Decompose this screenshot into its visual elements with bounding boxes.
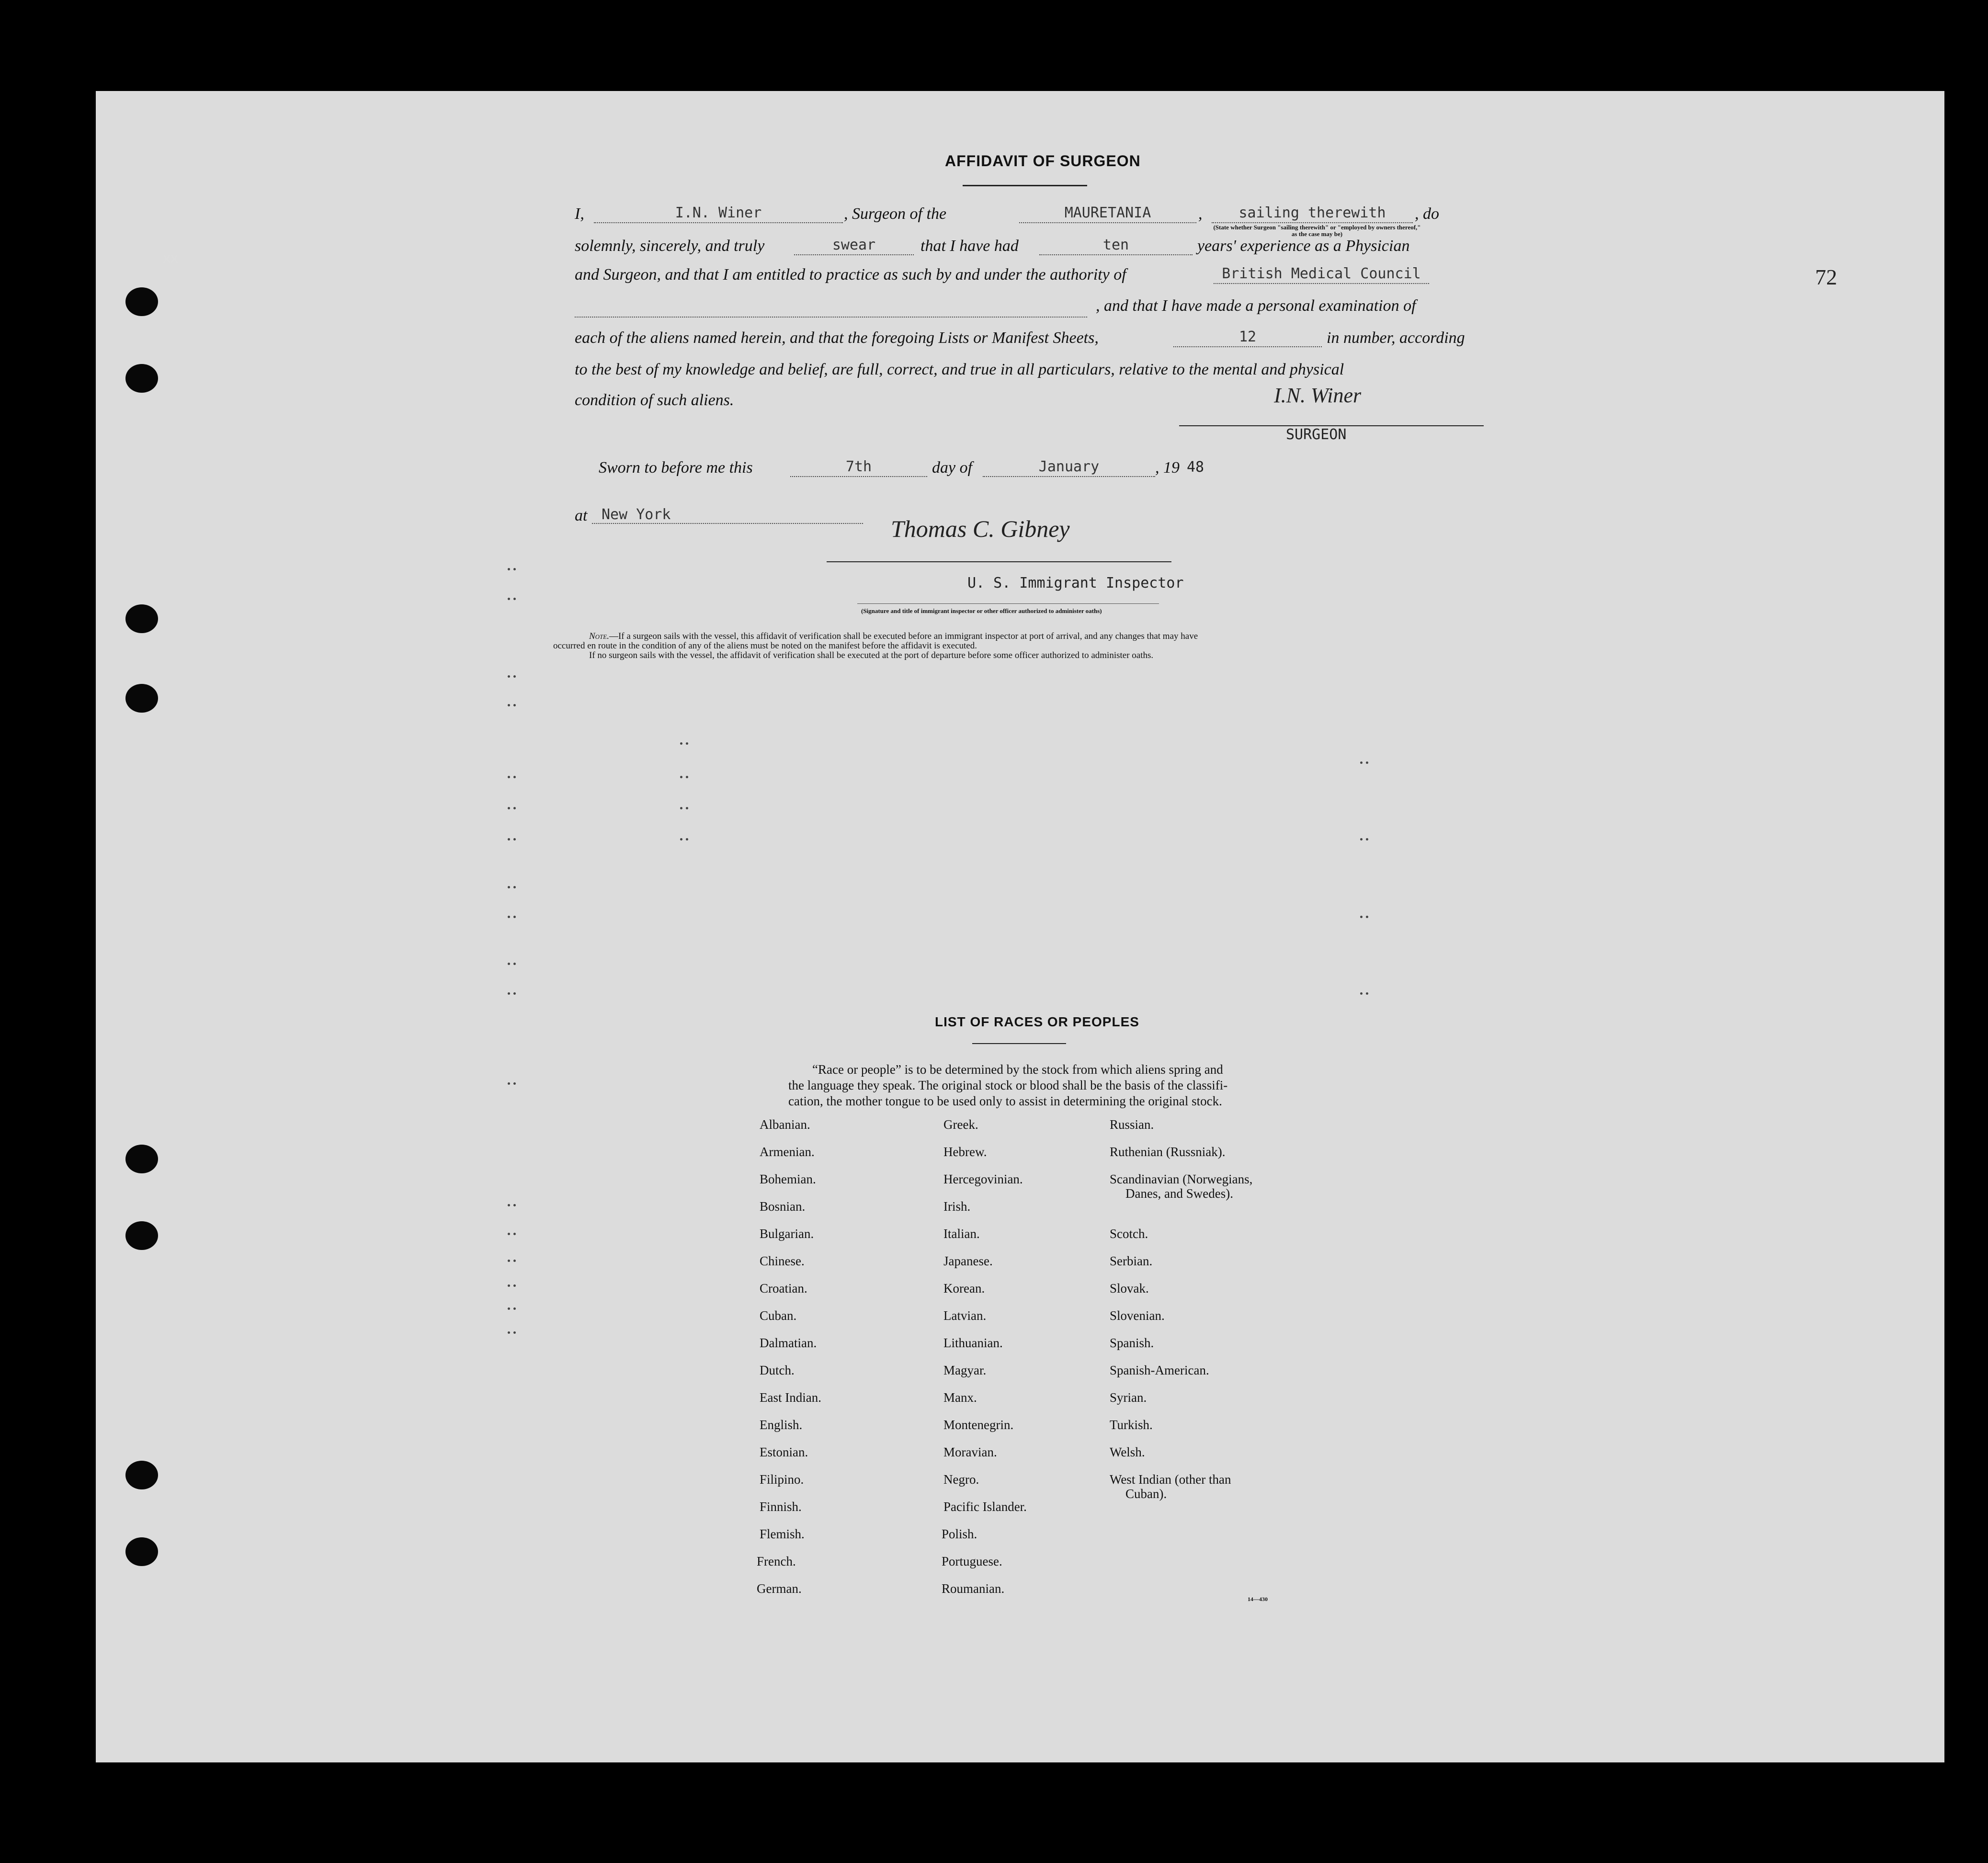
dot [1366, 992, 1368, 995]
sailing-status-note: (State whether Surgeon "sailing therewith" or "employed by owners thereof," as the case may be) [1213, 224, 1421, 238]
dot [513, 1260, 516, 1262]
dot [1360, 761, 1363, 764]
dot [508, 916, 510, 918]
race-item: Irish. [943, 1199, 971, 1214]
race-item: Filipino. [760, 1472, 804, 1487]
dot [513, 675, 516, 678]
race-item: Chinese. [760, 1254, 805, 1268]
races-intro-line-3: cation, the mother tongue to be used only to assist in determining the original stock. [788, 1094, 1222, 1108]
race-item: Hercegovinian. [943, 1172, 1023, 1186]
race-item: Bulgarian. [760, 1227, 814, 1241]
race-item: Armenian. [760, 1145, 815, 1159]
dot [508, 1260, 510, 1262]
race-item: Estonian. [760, 1445, 808, 1459]
dot [513, 704, 516, 706]
dot [508, 598, 510, 600]
dot [508, 704, 510, 706]
page-number: 72 [1815, 265, 1837, 289]
dot [508, 568, 510, 570]
dot [508, 1331, 510, 1334]
sworn-label: Sworn to before me this [599, 459, 753, 477]
oath-line-start: solemnly, sincerely, and truly [575, 237, 765, 255]
race-item: Cuban). [1125, 1487, 1167, 1501]
race-item: Danes, and Swedes). [1125, 1186, 1233, 1201]
race-item: Manx. [943, 1390, 977, 1405]
races-intro-line-1: “Race or people” is to be determined by the stock from which aliens spring and [812, 1062, 1223, 1077]
race-item: Russian. [1110, 1117, 1154, 1132]
place-field: New York [592, 506, 863, 524]
day-of-label: day of [932, 459, 973, 477]
dot [513, 963, 516, 965]
inspector-signature-line [827, 561, 1171, 562]
race-item: Latvian. [943, 1308, 987, 1323]
race-item: Croatian. [760, 1281, 807, 1295]
dot [508, 1204, 510, 1206]
race-item: Ruthenian (Russniak). [1110, 1145, 1226, 1159]
note-text-1: —If a surgeon sails with the vessel, this affidavit of verification shall be executed before an immigrant inspector at port of arrival, and any changes that may have [609, 631, 1198, 641]
race-item: East Indian. [760, 1390, 821, 1405]
dot [513, 568, 516, 570]
race-item: Spanish-American. [1110, 1363, 1209, 1377]
sworn-day-field: 7th [790, 458, 927, 477]
dot [508, 1284, 510, 1287]
dot [513, 838, 516, 841]
dot [513, 1233, 516, 1235]
affidavit-line-7: condition of such aliens. [575, 391, 734, 409]
note-line-1 [589, 631, 1198, 642]
note-lead: Note. [589, 631, 609, 641]
in-number-label: in number, according [1327, 329, 1465, 347]
race-item: Turkish. [1110, 1418, 1153, 1432]
race-item: Finnish. [760, 1499, 802, 1514]
authority-line-start: and Surgeon, and that I am entitled to practice as such by and under the authority of [575, 266, 1126, 284]
dot [513, 1082, 516, 1085]
dot [680, 776, 682, 778]
inspector-signature: Thomas C. Gibney [891, 515, 1070, 542]
dot [680, 742, 682, 745]
dot [1360, 992, 1363, 995]
race-item: German. [757, 1581, 802, 1596]
race-item: Scandinavian (Norwegians, [1110, 1172, 1253, 1186]
dot [1360, 838, 1363, 841]
race-item: Flemish. [760, 1527, 805, 1541]
race-item: Roumanian. [942, 1581, 1005, 1596]
race-item: Lithuanian. [943, 1336, 1003, 1350]
dot [508, 1082, 510, 1085]
dot [508, 886, 510, 888]
dot [513, 886, 516, 888]
do-label: , do [1415, 205, 1439, 223]
authority-continuation-field [575, 298, 1087, 318]
affidavit-line-6: to the best of my knowledge and belief, are full, correct, and true in all particulars, relative to the mental and physical [575, 361, 1344, 378]
race-item: Slovenian. [1110, 1308, 1165, 1323]
races-intro-line-2: the language they speak. The original stock or blood shall be the basis of the classifi- [788, 1078, 1228, 1092]
dot [508, 1307, 510, 1310]
surgeon-label: SURGEON [1286, 426, 1347, 443]
dot [1360, 916, 1363, 918]
dot [513, 916, 516, 918]
authority-field: British Medical Council [1214, 265, 1429, 284]
dot [1366, 761, 1368, 764]
dot [508, 807, 510, 809]
vessel-name-field: MAURETANIA [1019, 204, 1196, 223]
note-line-2: occurred en route in the condition of any of the aliens must be noted on the manifest before the affidavit is executed. [553, 641, 977, 651]
title-underline [963, 185, 1087, 186]
dot [686, 776, 688, 778]
race-item: Greek. [943, 1117, 978, 1132]
race-item: Cuban. [760, 1308, 797, 1323]
examination-label: , and that I have made a personal examination of [1096, 297, 1416, 315]
surgeon-of-label: , Surgeon of the [844, 205, 947, 223]
punch-hole [125, 1145, 158, 1173]
race-item: French. [757, 1554, 796, 1568]
dot [680, 807, 682, 809]
dot [508, 675, 510, 678]
race-item: Scotch. [1110, 1227, 1148, 1241]
races-title: LIST OF RACES OR PEOPLES [935, 1014, 1139, 1029]
punch-hole [125, 604, 158, 633]
race-item: Serbian. [1110, 1254, 1153, 1268]
dot [508, 776, 510, 778]
race-item: English. [760, 1418, 803, 1432]
race-item: Albanian. [760, 1117, 810, 1132]
races-title-underline [972, 1043, 1066, 1044]
punch-hole [125, 1221, 158, 1250]
race-item: Dutch. [760, 1363, 795, 1377]
race-item: Dalmatian. [760, 1336, 817, 1350]
oath-type-field: swear [794, 236, 914, 255]
dot [513, 776, 516, 778]
dot [686, 742, 688, 745]
at-label: at [575, 507, 588, 524]
dot [513, 1331, 516, 1334]
race-item: Pacific Islander. [943, 1499, 1027, 1514]
race-item: Hebrew. [943, 1145, 987, 1159]
race-item: Magyar. [943, 1363, 987, 1377]
race-item: Italian. [943, 1227, 980, 1241]
dot [1366, 916, 1368, 918]
punch-hole [125, 287, 158, 316]
dot [508, 992, 510, 995]
race-item: West Indian (other than [1110, 1472, 1231, 1487]
sworn-year-field: 48 [1187, 459, 1204, 476]
affidavit-title: AFFIDAVIT OF SURGEON [945, 152, 1141, 170]
punch-hole [125, 1537, 158, 1566]
dot [686, 807, 688, 809]
race-item: Syrian. [1110, 1390, 1147, 1405]
dot [513, 598, 516, 600]
years-field: ten [1039, 236, 1193, 255]
dot [508, 838, 510, 841]
sworn-month-field: January [983, 458, 1155, 477]
punch-hole [125, 1461, 158, 1489]
note-line-3: If no surgeon sails with the vessel, the affidavit of verification shall be executed at the port of departure before some officer authorized to administer oaths. [589, 650, 1154, 660]
dot [513, 992, 516, 995]
document-page [96, 91, 1944, 1762]
race-item: Japanese. [943, 1254, 993, 1268]
race-item: Korean. [943, 1281, 985, 1295]
margin-xx-mark: XX [163, 253, 179, 266]
punch-hole [125, 684, 158, 713]
form-number: 14—430 [1248, 1596, 1268, 1602]
race-item: Welsh. [1110, 1445, 1145, 1459]
dot [680, 838, 682, 841]
race-item: Montenegrin. [943, 1418, 1014, 1432]
race-item: Negro. [943, 1472, 979, 1487]
race-item: Bohemian. [760, 1172, 816, 1186]
race-item: Spanish. [1110, 1336, 1154, 1350]
comma: , [1198, 205, 1203, 223]
experience-label: that I have had [920, 237, 1019, 255]
sailing-status-field: sailing therewith [1212, 204, 1413, 223]
dot [513, 1204, 516, 1206]
inspector-title: U. S. Immigrant Inspector [967, 575, 1184, 591]
inspector-caption: (Signature and title of immigrant inspector or other officer authorized to administer oaths) [861, 607, 1102, 614]
dot [508, 1233, 510, 1235]
surgeon-name-field: I.N. Winer [594, 204, 843, 223]
race-item: Portuguese. [942, 1554, 1002, 1568]
race-item: Bosnian. [760, 1199, 806, 1214]
years-experience-label: years' experience as a Physician [1197, 237, 1410, 255]
race-item: Moravian. [943, 1445, 997, 1459]
inspector-title-line [857, 603, 1159, 604]
affiant-intro: I, [575, 205, 584, 223]
races-intro [788, 1062, 1227, 1109]
manifest-line-start: each of the aliens named herein, and that the foregoing Lists or Manifest Sheets, [575, 329, 1099, 347]
dot [513, 1307, 516, 1310]
dot [508, 963, 510, 965]
dot [513, 1284, 516, 1287]
race-item: Slovak. [1110, 1281, 1149, 1295]
year-prefix-label: , 19 [1155, 459, 1180, 477]
manifest-sheets-field: 12 [1173, 328, 1322, 347]
race-item: Polish. [942, 1527, 977, 1541]
punch-hole [125, 364, 158, 393]
dot [1366, 838, 1368, 841]
surgeon-signature: I.N. Winer [1274, 384, 1362, 407]
dot [686, 838, 688, 841]
dot [513, 807, 516, 809]
